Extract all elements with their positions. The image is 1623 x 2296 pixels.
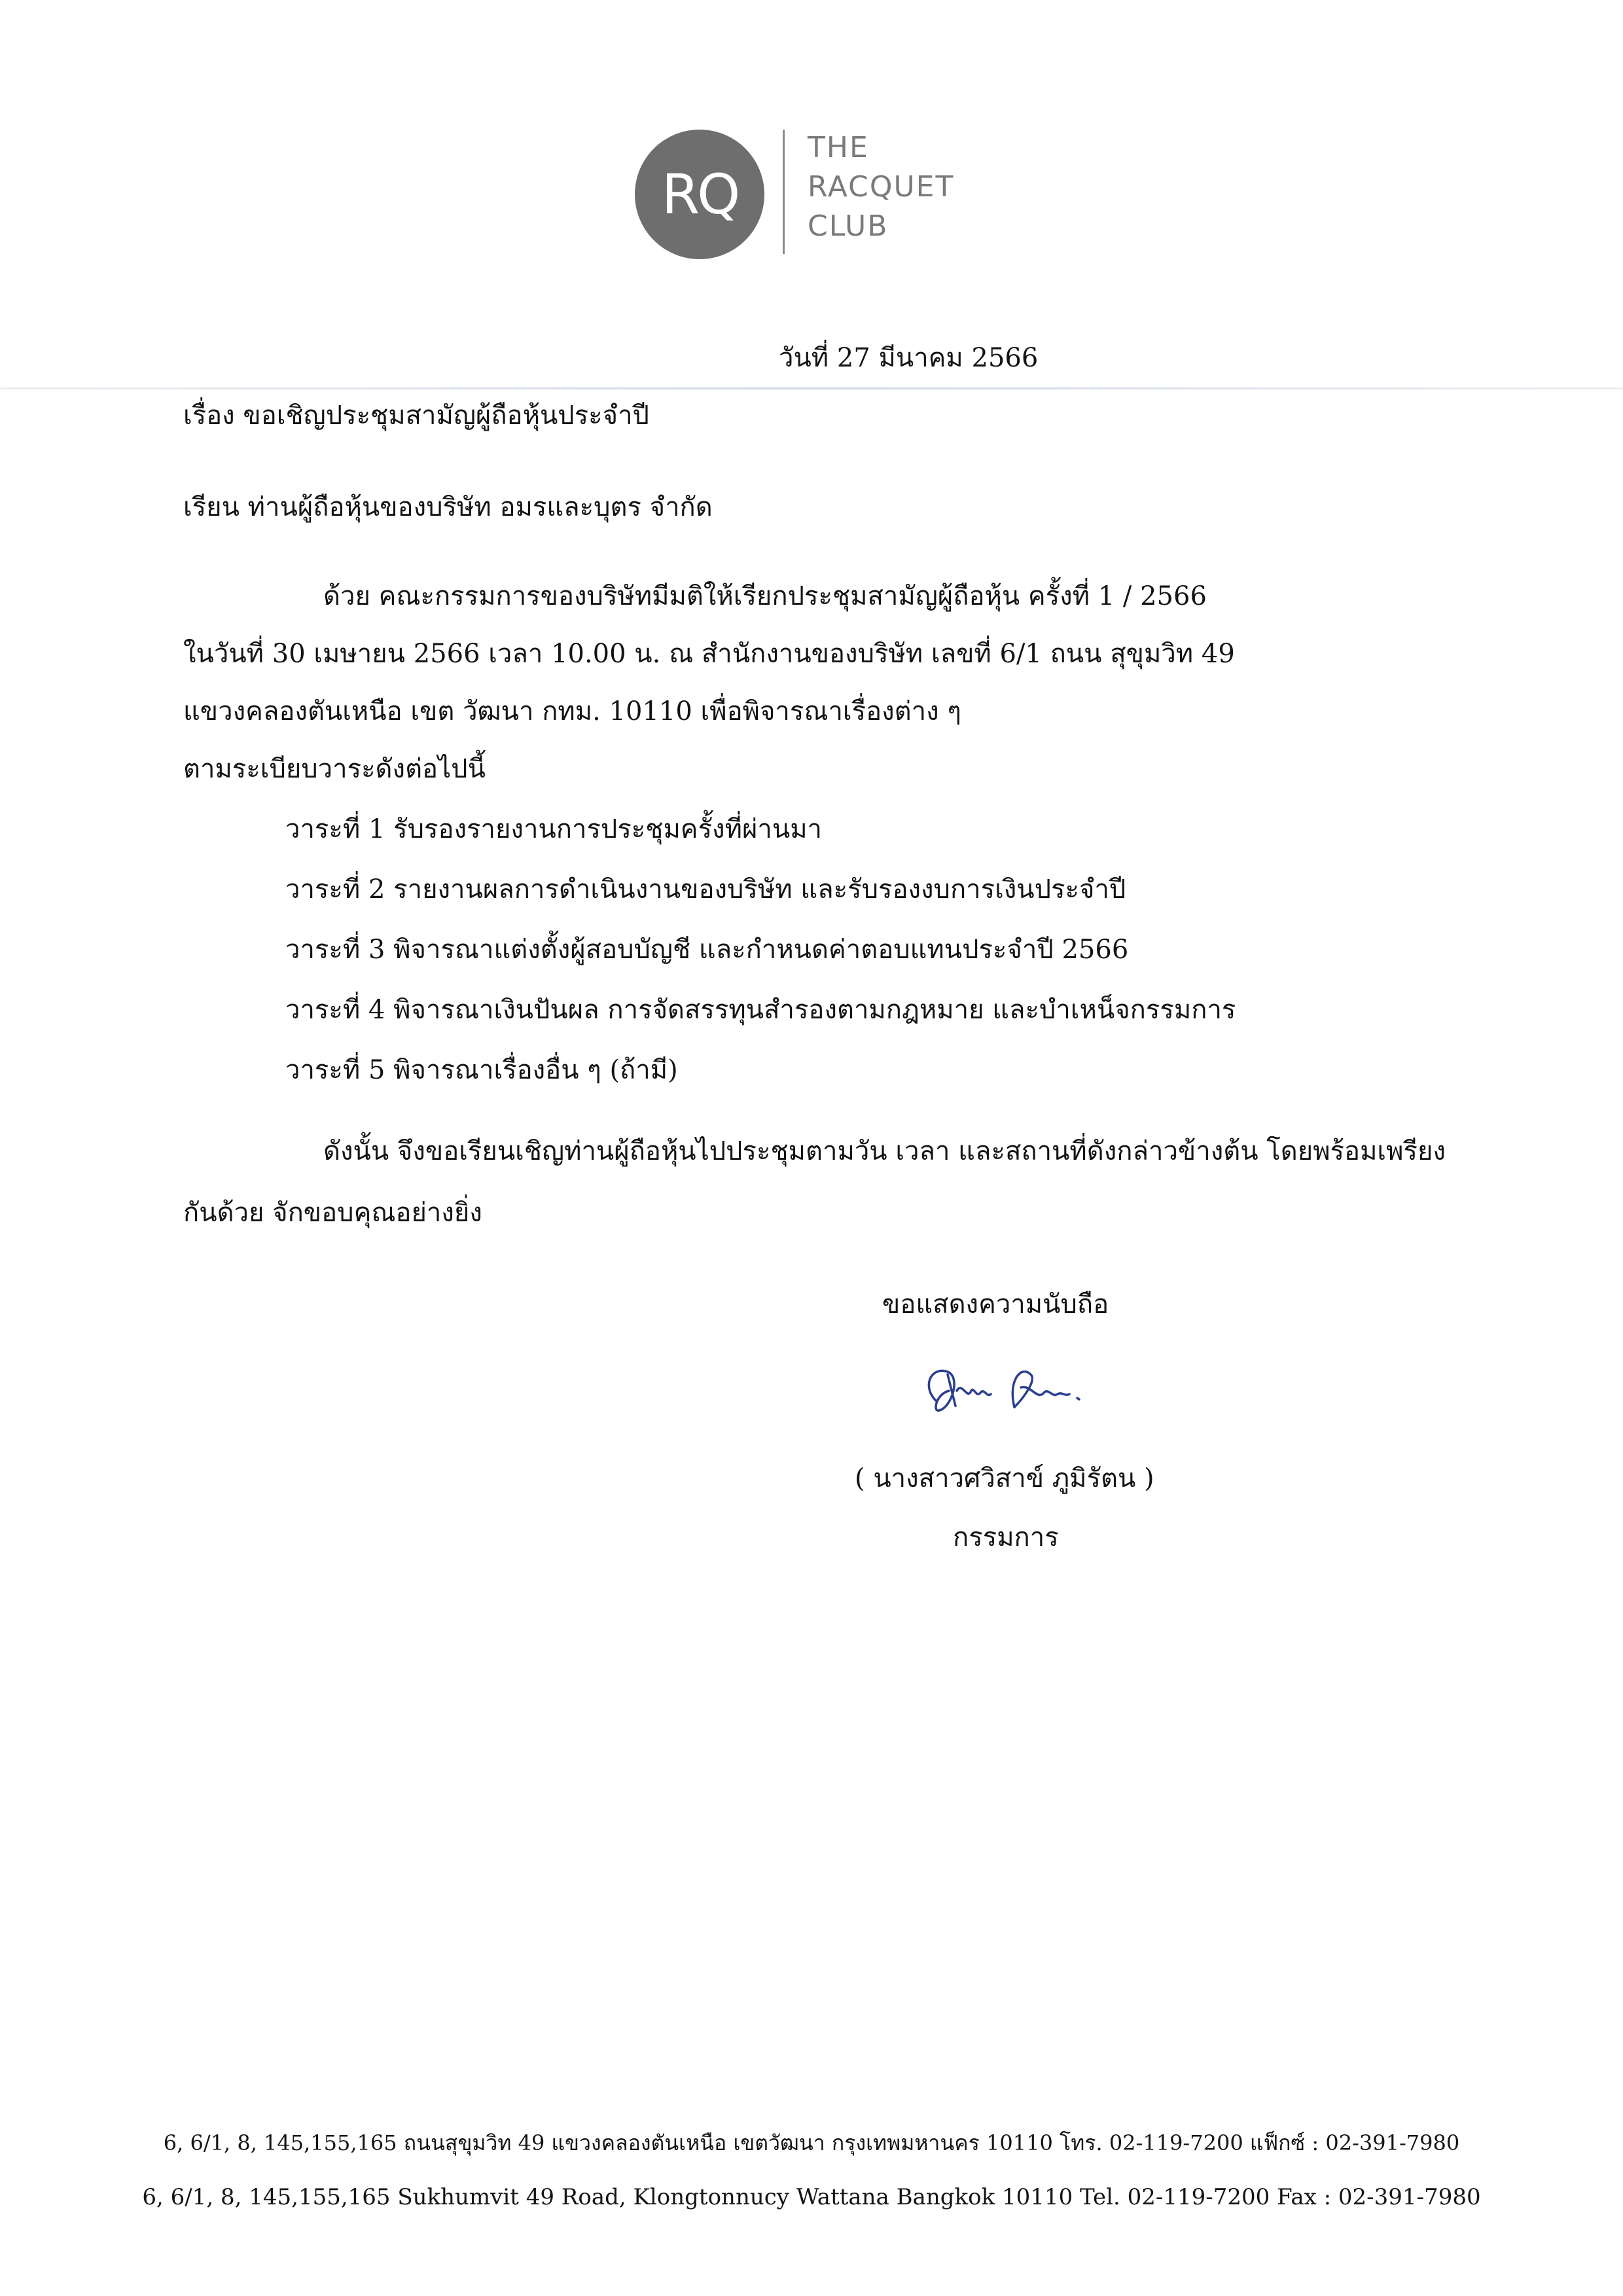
logo-divider bbox=[783, 130, 785, 254]
signer-position: กรรมการ bbox=[953, 1522, 1059, 1552]
logo-line-club: CLUB bbox=[808, 209, 889, 243]
logo-wordmark bbox=[808, 128, 954, 246]
signer-name: ( นางสาวศวิสาข์ ภูมิรัตน ) bbox=[855, 1463, 1154, 1494]
agenda-item-3: วาระที่ 3 พิจารณาแต่งตั้งผู้สอบบัญชี และกำหนดค่าตอบแทนประจำปี 2566 bbox=[285, 935, 1129, 965]
logo-monogram: RQ bbox=[661, 162, 738, 226]
conclusion-line-2: กันด้วย จักขอบคุณอย่างยิ่ง bbox=[183, 1198, 482, 1228]
body-line-2: ในวันที่ 30 เมษายน 2566 เวลา 10.00 น. ณ สำนักงานของบริษัท เลขที่ 6/1 ถนน สุขุมวิท 49 bbox=[183, 639, 1235, 669]
footer-address-thai: 6, 6/1, 8, 145,155,165 ถนนสุขุมวิท 49 แขวงคลองตันเหนือ เขตวัฒนา กรุงเทพมหานคร 10110 โทร. 02-119-7200 แฟ็กซ์ : 02-391-7980 bbox=[163, 2130, 1460, 2155]
handwritten-signature bbox=[916, 1355, 1099, 1427]
logo-circle bbox=[635, 130, 764, 259]
agenda-item-1: วาระที่ 1 รับรองรายงานการประชุมครั้งที่ผ่านมา bbox=[285, 814, 823, 844]
letter-date: วันที่ 27 มีนาคม 2566 bbox=[779, 343, 1039, 373]
agenda-item-5: วาระที่ 5 พิจารณาเรื่องอื่น ๆ (ถ้ามี) bbox=[285, 1055, 678, 1085]
footer-address-english: 6, 6/1, 8, 145,155,165 Sukhumvit 49 Road, Klongtonnucy Wattana Bangkok 10110 Tel. 02-119-7200 Fax : 02-391-7980 bbox=[142, 2184, 1481, 2210]
scan-artifact-line bbox=[0, 387, 1623, 389]
logo-line-the: THE bbox=[808, 131, 869, 164]
agenda-item-4: วาระที่ 4 พิจารณาเงินปันผล การจัดสรรทุนสำรองตามกฎหมาย และบำเหน็จกรรมการ bbox=[285, 995, 1236, 1025]
body-line-4: ตามระเบียบวาระดังต่อไปนี้ bbox=[183, 754, 486, 784]
conclusion-line-1: ดังนั้น จึงขอเรียนเชิญท่านผู้ถือหุ้นไปประชุมตามวัน เวลา และสถานที่ดังกล่าวข้างต้น โดยพร้อมเพรียง bbox=[323, 1136, 1446, 1166]
agenda-item-2: วาระที่ 2 รายงานผลการดำเนินงานของบริษัท และรับรองงบการเงินประจำปี bbox=[285, 874, 1126, 905]
letter-subject: เรื่อง ขอเชิญประชุมสามัญผู้ถือหุ้นประจำปี bbox=[183, 401, 649, 431]
letter-salutation: เรียน ท่านผู้ถือหุ้นของบริษัท อมรและบุตร จำกัด bbox=[183, 492, 713, 522]
agenda-list bbox=[285, 812, 1236, 1113]
closing-phrase: ขอแสดงความนับถือ bbox=[882, 1289, 1109, 1319]
body-line-1: ด้วย คณะกรรมการของบริษัทมีมติให้เรียกประชุมสามัญผู้ถือหุ้น ครั้งที่ 1 / 2566 bbox=[323, 581, 1207, 611]
body-line-3: แขวงคลองตันเหนือ เขต วัฒนา กทม. 10110 เพื่อพิจารณาเรื่องต่าง ๆ bbox=[183, 696, 961, 726]
logo-line-racquet: RACQUET bbox=[808, 170, 955, 204]
